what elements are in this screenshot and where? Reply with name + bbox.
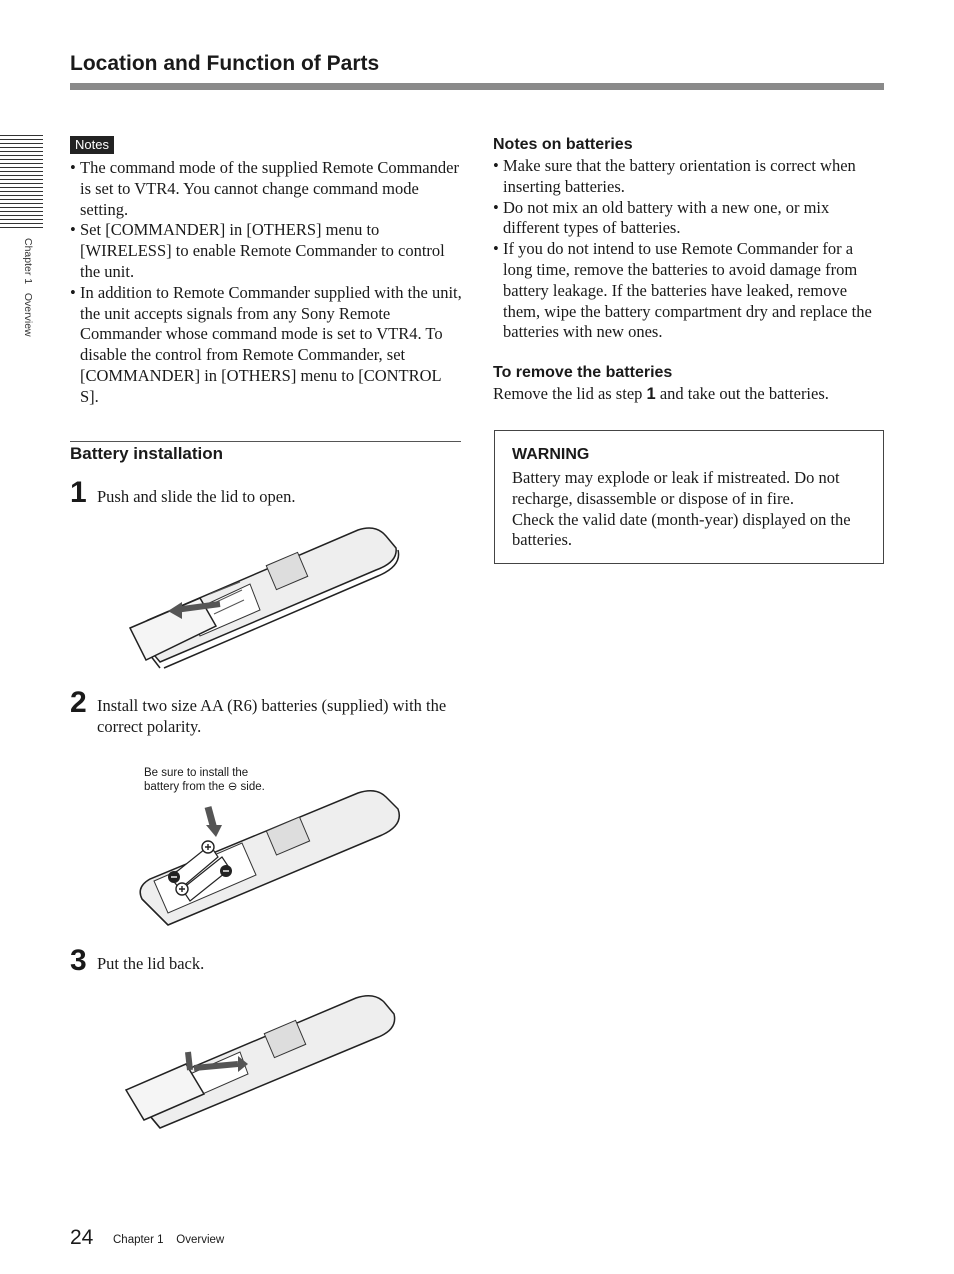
step-text: Push and slide the lid to open. (97, 487, 296, 506)
list-item: • In addition to Remote Commander supplied with the unit, the unit accepts signals from any Sony Remote Commander whose command mode is set to VTR4. To disable the control from Remote Commander, set [COMMANDER] in [OTHERS] menu to [CONTROL S]. (70, 282, 462, 406)
section-title: Battery installation (70, 444, 224, 463)
remote-lid-close-illustration (120, 990, 410, 1140)
list-item: • The command mode of the supplied Remote Commander is set to VTR4. You cannot change command mode setting. (70, 158, 459, 219)
list-item: • Make sure that the battery orientation is correct when inserting batteries. (493, 156, 856, 196)
page-number: 24 (70, 1226, 94, 1249)
footer-chapter-label: Chapter 1 Overview (113, 1234, 225, 1246)
warning-box (494, 430, 884, 564)
notes-list (70, 158, 462, 408)
step-number: 3 (70, 944, 87, 977)
battery-notes-list (493, 156, 885, 343)
chapter-tab-stripes (0, 135, 43, 230)
warning-title: WARNING (512, 446, 590, 463)
notes-on-batteries-title: Notes on batteries (493, 136, 633, 153)
step-number: 2 (70, 686, 87, 719)
remove-batteries-title: To remove the batteries (493, 364, 673, 381)
list-item: • Set [COMMANDER] in [OTHERS] menu to [WIRELESS] to enable Remote Commander to control the unit. (70, 220, 445, 281)
list-item: • Do not mix an old battery with a new one, or mix different types of batteries. (493, 197, 830, 238)
remove-batteries-text: Remove the lid as step 1 and take out the batteries. (493, 384, 829, 403)
figure-caption: Be sure to install the battery from the ⊖ side. (144, 767, 265, 793)
list-item: • If you do not intend to use Remote Commander for a long time, remove the batteries to avoid damage from battery leakage. If the batteries have leaked, remove them, wipe the battery compartment dry and replace the batteries with new ones. (493, 239, 872, 342)
step-number: 1 (70, 476, 87, 509)
step-text: Install two size AA (R6) batteries (supplied) with the correct polarity. (97, 696, 447, 736)
chapter-tab-label: Chapter 1 Overview (22, 238, 34, 337)
title-rule (70, 83, 884, 90)
step-text: Put the lid back. (97, 954, 205, 973)
notes-badge: Notes (70, 136, 114, 154)
section-rule (70, 441, 461, 442)
remote-lid-open-illustration (120, 520, 410, 680)
warning-text: Battery may explode or leak if mistreated. Do not recharge, disassemble or dispose of in fire. Check the valid date (month-year) displayed on the batteries. (512, 468, 851, 550)
remote-battery-install-illustration (130, 785, 410, 935)
page-title: Location and Function of Parts (70, 52, 380, 75)
